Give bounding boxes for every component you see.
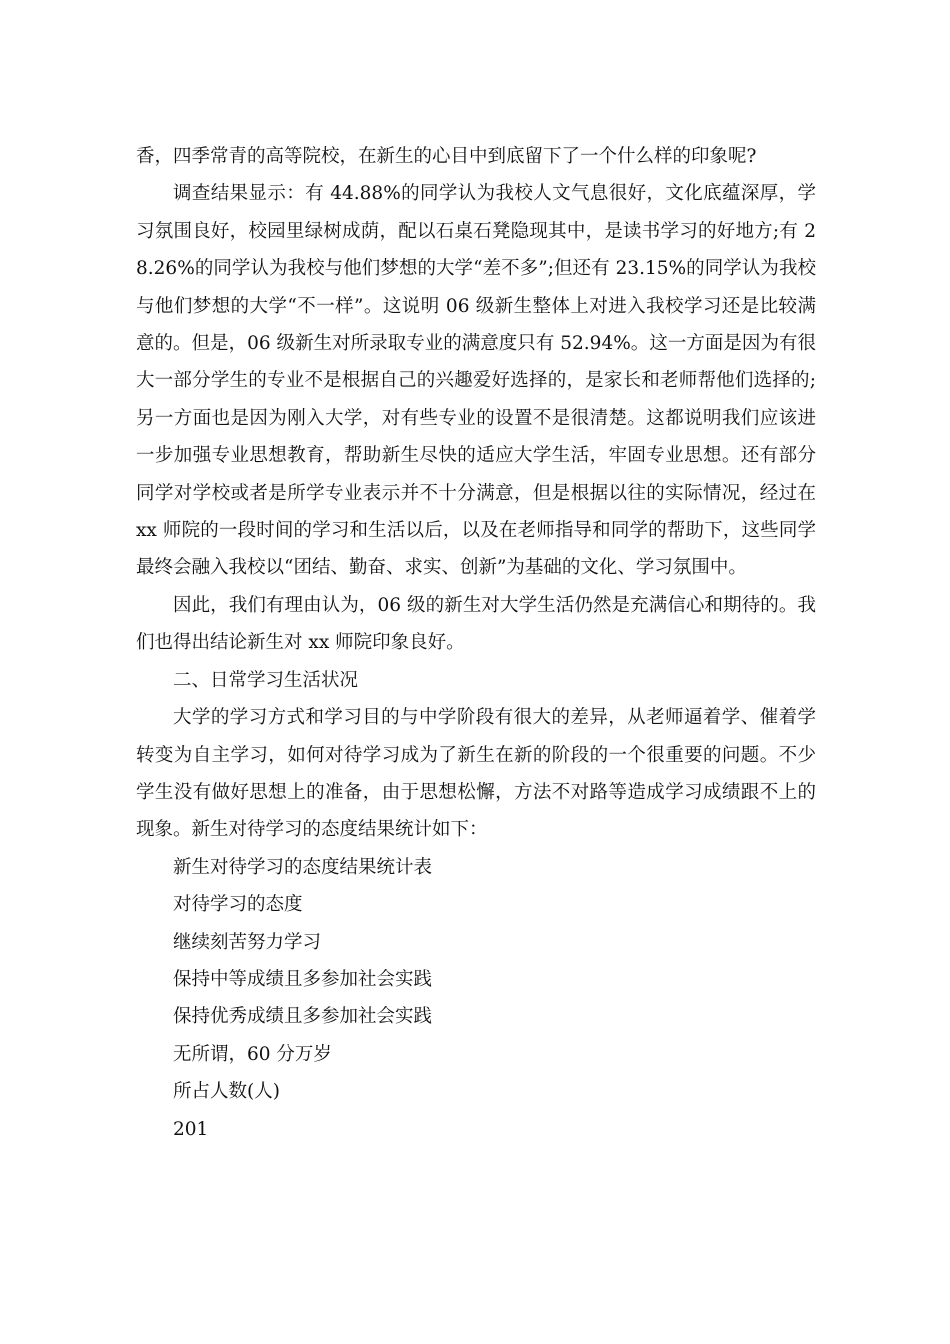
section-heading: 二、日常学习生活状况 [173,669,359,691]
paragraph-survey-results: 调查结果显示：有 44.88%的同学认为我校人文气息很好，文化底蕴深厚，学习氛围良好，校园里绿树成荫，配以石桌石凳隐现其中，是读书学习的好地方;有 28.26%的同学认为我校与他们梦想的大学“差不多”;但还有 23.15%的同学认为我校与他们梦想的大学“不一样”。这说明 06 级新生整体上对进入我校学习还是比较满意的。但是，06 级新生对所录取专业的满意度只有 52.94%。这一方面是因为有很大一部分学生的专业不是根据自己的兴趣爱好选择的，是家长和老师帮他们选择的;另一方面也是因为刚入大学，对有些专业的设置不是很清楚。这都说明我们应该进一步加强专业思想教育，帮助新生尽快的适应大学生活，牢固专业思想。还有部分同学对学校或者是所学专业表示并不十分满意，但是根据以往的实际情况，经过在 xx 师院的一段时间的学习和生活以后，以及在老师指导和同学的帮助下，这些同学最终会融入我校以“团结、勤奋、求实、创新”为基础的文化、学习氛围中。 [136,183,816,579]
table-title: 新生对待学习的态度结果统计表 [173,856,433,878]
table-row-label: 保持优秀成绩且多参加社会实践 [173,1006,433,1028]
table-text-block [136,849,816,1148]
document-page [136,138,816,1148]
table-header-count: 所占人数(人) [173,1081,280,1103]
table-header-attitude: 对待学习的态度 [173,894,303,916]
table-row-label: 保持中等成绩且多参加社会实践 [173,968,433,990]
table-row-label: 无所谓，60 分万岁 [173,1043,332,1065]
paragraph-study-attitude: 大学的学习方式和学习目的与中学阶段有很大的差异，从老师逼着学、催着学转变为自主学习，如何对待学习成为了新生在新的阶段的一个很重要的问题。不少学生没有做好思想上的准备，由于思想松懈，方法不对路等造成学习成绩跟不上的现象。新生对待学习的态度结果统计如下： [136,707,816,841]
table-row-label: 继续刻苦努力学习 [173,931,322,953]
paragraph-continuation: 香，四季常青的高等院校，在新生的心目中到底留下了一个什么样的印象呢? [136,146,757,167]
table-cell-value: 201 [173,1118,209,1140]
paragraph-conclusion: 因此，我们有理由认为，06 级的新生对大学生活仍然是充满信心和期待的。我们也得出结论新生对 xx 师院印象良好。 [136,594,816,654]
